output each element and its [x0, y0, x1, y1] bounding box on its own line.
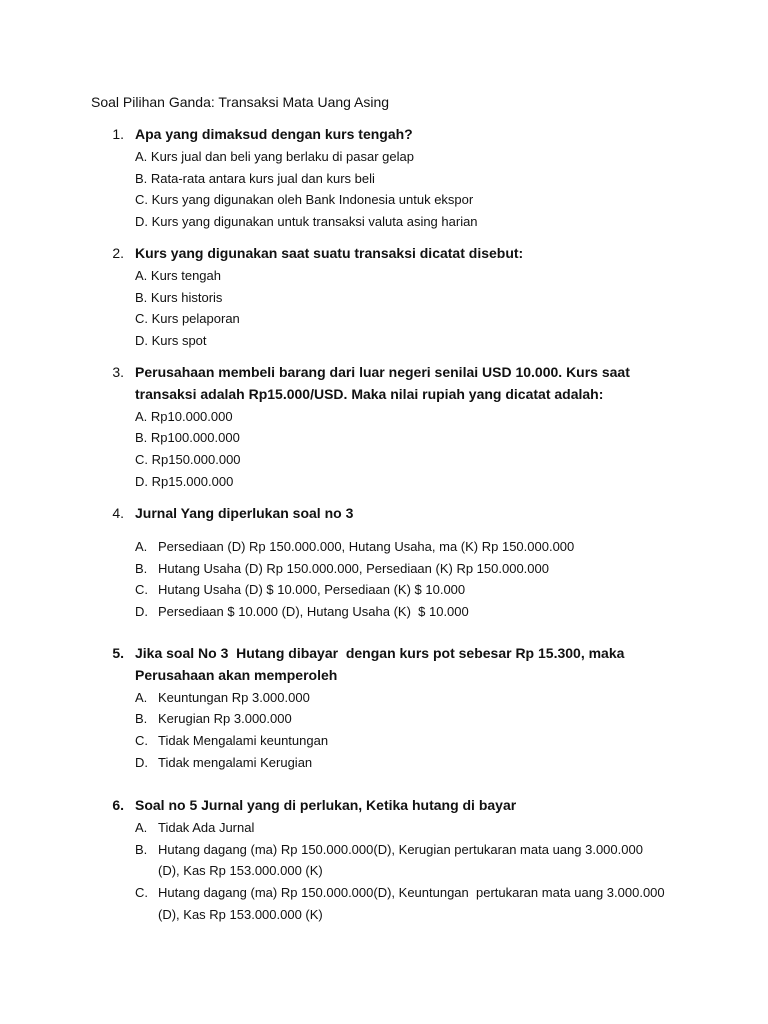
question-6 [102, 795, 668, 926]
question-4 [102, 503, 662, 623]
question-text: Jurnal Yang diperlukan soal no 3 [135, 505, 354, 521]
option-d: D. Kurs spot [135, 333, 207, 349]
option-c: C. Kurs pelaporan [135, 311, 240, 327]
question-text: Soal no 5 Jurnal yang di perlukan, Ketika hutang di bayar [135, 797, 517, 813]
option-a: A. Keuntungan Rp 3.000.000 [135, 689, 310, 705]
option-b: B. Rata-rata antara kurs jual dan kurs beli [135, 170, 375, 186]
option-list [135, 817, 668, 926]
question-text: Kurs yang digunakan saat suatu transaksi dicatat disebut: [135, 245, 524, 261]
question-text: Jika soal No 3 Hutang dibayar dengan kurs pot sebesar Rp 15.300, maka Perusahaan akan memperoleh [135, 645, 629, 683]
option-c: C. Kurs yang digunakan oleh Bank Indonesia untuk ekspor [135, 192, 474, 208]
option-d: D. Persediaan $ 10.000 (D), Hutang Usaha (K) $ 10.000 [135, 604, 469, 620]
option-list [135, 265, 662, 352]
question-number: 1. [112, 126, 124, 142]
option-list [135, 687, 668, 774]
question-number: 3. [112, 364, 124, 380]
option-list [135, 146, 662, 233]
question-number: 5. [112, 645, 124, 661]
option-b: B. Kerugian Rp 3.000.000 [135, 711, 292, 727]
option-c: C. Tidak Mengalami keuntungan [135, 733, 329, 749]
option-c: C. Rp150.000.000 [135, 452, 241, 468]
option-d: D. Tidak mengalami Kerugian [135, 754, 313, 770]
question-5 [102, 643, 668, 774]
option-b: B. Rp100.000.000 [135, 430, 240, 446]
option-list [135, 406, 667, 493]
option-b: B. Hutang dagang (ma) Rp 150.000.000(D), Kerugian pertukaran mata uang 3.000.000 (D), Kas Rp 153.000.000 (K) [135, 841, 643, 879]
option-a: A. Rp10.000.000 [135, 408, 233, 424]
option-a: A. Kurs jual dan beli yang berlaku di pasar gelap [135, 148, 414, 164]
question-text: Perusahaan membeli barang dari luar negeri senilai USD 10.000. Kurs saat transaksi adalah Rp15.000/USD. Maka nilai rupiah yang dicatat adalah: [135, 364, 630, 402]
option-b: B. Hutang Usaha (D) Rp 150.000.000, Persediaan (K) Rp 150.000.000 [135, 560, 549, 576]
option-c: C. Hutang Usaha (D) $ 10.000, Persediaan (K) $ 10.000 [135, 582, 466, 598]
question-number: 4. [112, 505, 124, 521]
question-2 [102, 243, 662, 352]
option-list [135, 536, 662, 623]
question-3 [102, 362, 667, 493]
question-number: 6. [112, 797, 124, 813]
document-title: Soal Pilihan Ganda: Transaksi Mata Uang Asing [91, 94, 390, 110]
question-1 [102, 124, 662, 233]
option-b: B. Kurs historis [135, 289, 223, 305]
option-a: A. Tidak Ada Jurnal [135, 819, 255, 835]
question-number: 2. [112, 245, 124, 261]
option-a: A. Kurs tengah [135, 267, 221, 283]
question-text: Apa yang dimaksud dengan kurs tengah? [135, 126, 413, 142]
option-d: D. Rp15.000.000 [135, 473, 234, 489]
option-a: A. Persediaan (D) Rp 150.000.000, Hutang Usaha, ma (K) Rp 150.000.000 [135, 538, 575, 554]
option-c: C. Hutang dagang (ma) Rp 150.000.000(D), Keuntungan pertukaran mata uang 3.000.000 (D), Kas Rp 153.000.000 (K) [135, 885, 669, 922]
option-d: D. Kurs yang digunakan untuk transaksi valuta asing harian [135, 214, 478, 230]
